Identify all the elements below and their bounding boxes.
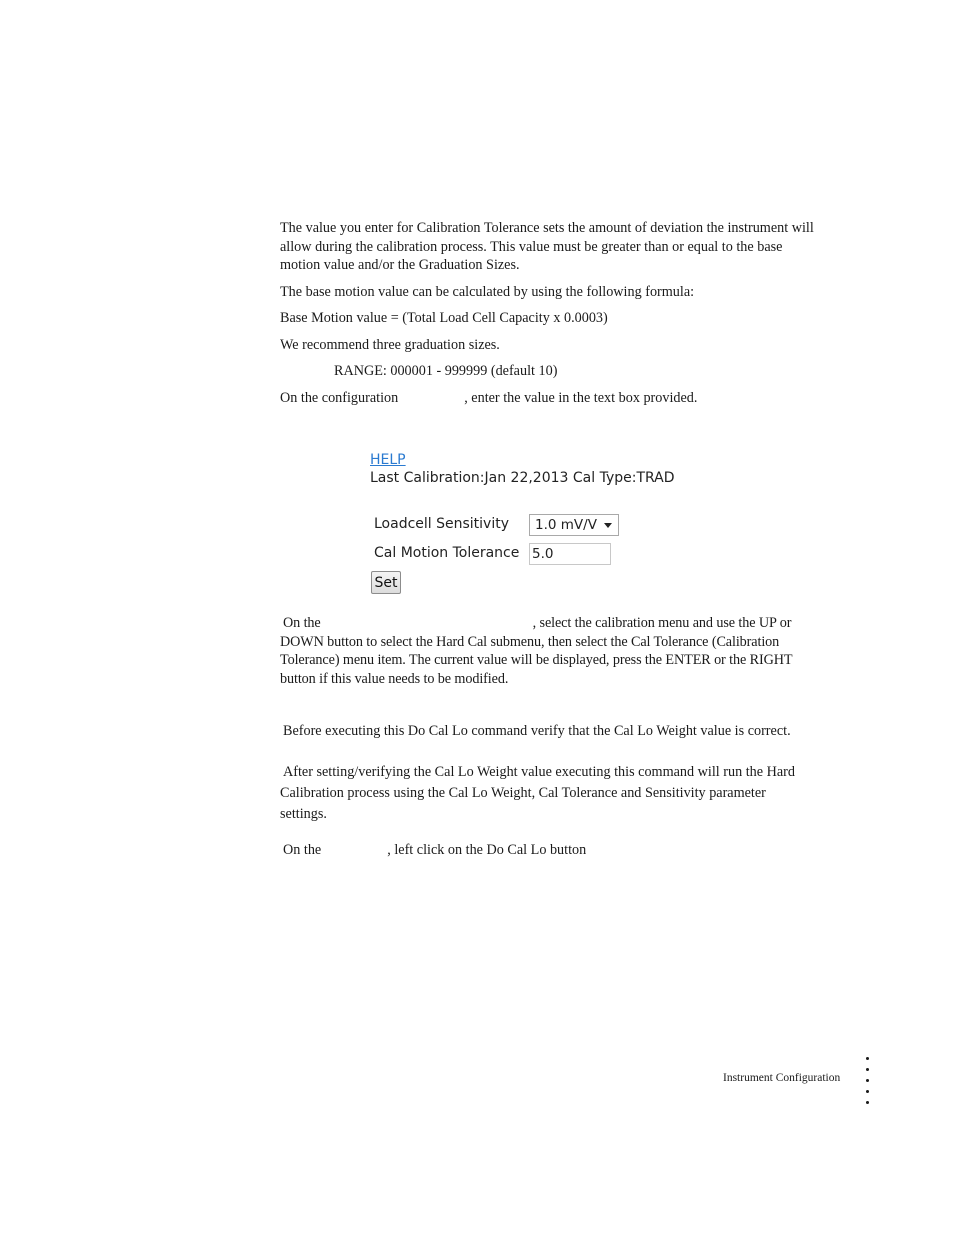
text-segment: , select the calibration menu and use the UP or DOWN button to select the Hard Cal submenu, then select the Cal Tolerance (Calibration Tolerance) menu item. The current value will be displayed, press the ENTER or the RIGHT button if this value needs to be modified. bbox=[280, 615, 793, 687]
text-segment: , left click on the Do Cal Lo button bbox=[387, 842, 587, 858]
paragraph-graduation-recommendation: We recommend three graduation sizes. bbox=[280, 337, 500, 353]
footer-dots-decoration bbox=[866, 1057, 870, 1112]
last-calibration-info: Last Calibration:Jan 22,2013 Cal Type:TRAD bbox=[370, 470, 675, 486]
paragraph-base-motion-intro: The base motion value can be calculated by using the following formula: bbox=[280, 284, 695, 300]
paragraph-do-cal-lo-description bbox=[280, 762, 815, 825]
dot bbox=[866, 1057, 869, 1060]
paragraph-front-panel-instruction bbox=[280, 614, 812, 688]
footer-section-title: Instrument Configuration bbox=[723, 1072, 841, 1084]
paragraph-configuration-instruction bbox=[280, 389, 815, 408]
text-segment: On the configuration bbox=[280, 390, 399, 406]
loadcell-sensitivity-select[interactable] bbox=[529, 514, 619, 536]
dot bbox=[866, 1079, 869, 1082]
text-segment: Before executing this Do Cal Lo command verify that the Cal Lo Weight value is correct. bbox=[283, 723, 791, 739]
paragraph-do-cal-lo-warning bbox=[280, 721, 800, 742]
paragraph-base-motion-formula: Base Motion value = (Total Load Cell Capacity x 0.0003) bbox=[280, 310, 608, 326]
text-segment: On the bbox=[283, 615, 321, 631]
paragraph-calibration-tolerance: The value you enter for Calibration Tolerance sets the amount of deviation the instrument will allow during the calibration process. This value must be greater than or equal to the base motion value and/or the Graduation Sizes. bbox=[280, 220, 814, 274]
dot bbox=[866, 1068, 869, 1071]
text-segment: , enter the value in the text box provided. bbox=[464, 390, 698, 406]
text-segment: On the bbox=[283, 842, 322, 858]
paragraph-range: RANGE: 000001 - 999999 (default 10) bbox=[334, 363, 558, 379]
loadcell-sensitivity-label: Loadcell Sensitivity bbox=[374, 516, 510, 532]
help-link[interactable]: HELP bbox=[370, 452, 406, 468]
loadcell-sensitivity-value: 1.0 mV/V bbox=[535, 517, 597, 533]
chevron-down-icon bbox=[604, 523, 612, 528]
text-segment: After setting/verifying the Cal Lo Weight value executing this command will run the Hard Calibration process using the Cal Lo Weight, Cal Tolerance and Sensitivity parameter settings. bbox=[280, 764, 795, 822]
dot bbox=[866, 1101, 869, 1104]
set-button[interactable]: Set bbox=[371, 571, 401, 594]
cal-motion-tolerance-label: Cal Motion Tolerance bbox=[374, 545, 520, 561]
cal-motion-tolerance-input[interactable] bbox=[529, 543, 611, 565]
dot bbox=[866, 1090, 869, 1093]
paragraph-do-cal-lo-instruction bbox=[280, 841, 815, 860]
